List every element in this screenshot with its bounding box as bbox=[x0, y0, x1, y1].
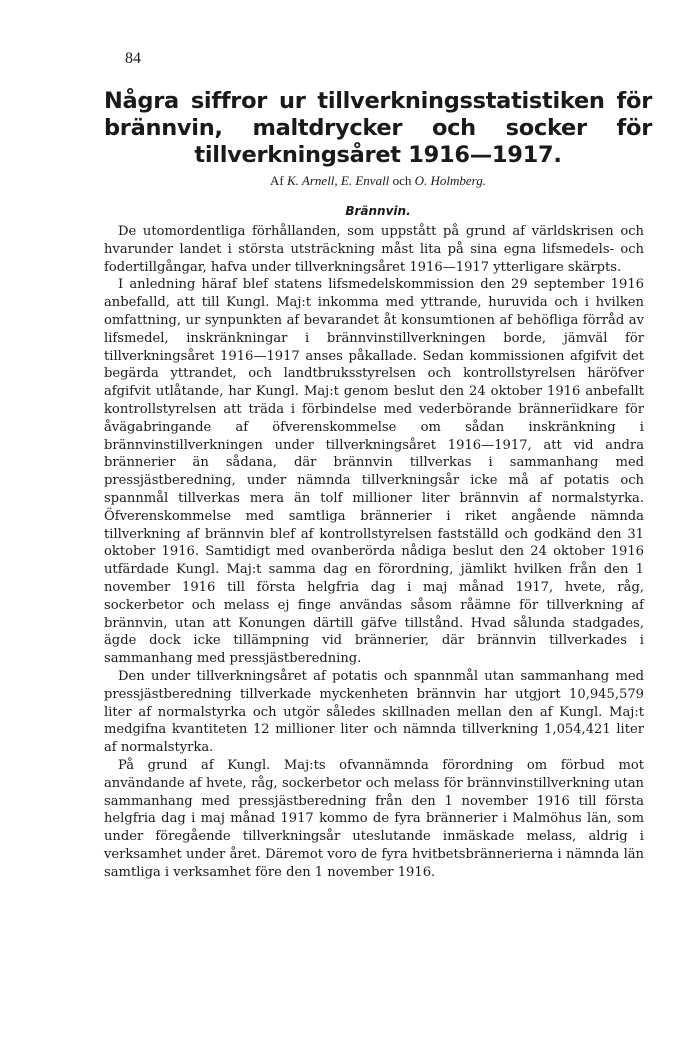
author-prefix: Af bbox=[270, 173, 284, 188]
paragraph: I anledning häraf blef statens lifsmedelskommission den 29 september 1916 anbefalld, att till Kungl. Maj:t inkomma med yttrande, huruvida och i hvilken omfattning, ur synpunkten af bevarandet åt konsumtionen af behöfliga förråd av lifsmedel, inskränkningar i brännvinstillverkningen borde, jämväl för tillverkningsåret 1916—1917 anses påkallade. Sedan kommissionen afgifvit det begärda yttrandet, och landtbruksstyrelsen och kontrollstyrelsen häröfver afgifvit utlåtande, har Kungl. Maj:t genom beslut den 24 oktober 1916 anbefallt kontrollstyrelsen att träda i förbindelse med vederbörande brännerïidkare för åvägabringande af öfverenskommelse om sådan inskränkning i brännvinstillverkningen under tillverkningsåret 1916—1917, att vid andra brännerier än sådana, där brännvin tillverkas i sammanhang med pressjästberedning, under nämnda tillverkningsår icke må af potatis och spannmål tillverkas mera än tolf millioner liter brännvin af normalstyrka. Öfverenskommelse med samtliga brännerier i riket angående nämnda tillverkning af brännvin blef af kontrollstyrelsen fastställd och godkänd den 31 oktober 1916. Samtidigt med ovanberörda nådiga beslut den 24 oktober 1916 utfärdade Kungl. Maj:t samma dag en förordning, jämlikt hvilken från den 1 november 1916 till första helgfria dag i maj månad 1917, hvete, råg, sockerbetor och melass ej finge användas såsom råämne för tillverkning af brännvin, utan att Konungen därtill gäfve tillstånd. Hvad sålunda stadgades, ägde dock icke tillämpning vid brännerier, där brännvin tillverkades i sammanhang med pressjästberedning. bbox=[104, 277, 644, 667]
author-conjunction: och bbox=[392, 173, 412, 188]
paragraph: De utomordentliga förhållanden, som uppstått på grund af världskrisen och hvarunder landet i största utsträckning måst lita på sina egna lifsmedels- och fodertillgångar, hafva under tillverkningsåret 1916—1917 ytterligare skärpts. bbox=[104, 224, 644, 275]
body-text bbox=[104, 223, 644, 881]
author-name: K. Arnell bbox=[286, 173, 335, 188]
paragraph: Den under tillverkningsåret af potatis och spannmål utan sammanhang med pressjästberedning tillverkade myckenheten brännvin har utgjort 10,945,579 liter af normalstyrka och utgör således skillnaden mellan den af Kungl. Maj:t medgifna kvantiteten 12 millioner liter och nämnda tillverkning 1,054,421 liter af normalstyrka. bbox=[104, 668, 644, 756]
paragraph: På grund af Kungl. Maj:ts ofvannämnda förordning om förbud mot användande af hvete, råg, sockerbetor och melass för brännvinstillverkning utan sammanhang med pressjästberedning från den 1 november 1916 till första helgfria dag i maj månad 1917 kommo de fyra brännerier i Malmöhus län, som under föregående tillverkningsår uteslutande inmäskade melass, aldrig i verksamhet under året. Däremot voro de fyra hvitbetsbrännerierna i nämnda län samtliga i verksamhet före den 1 november 1916. bbox=[104, 757, 644, 880]
author-name: E. Envall bbox=[340, 173, 390, 188]
section-heading: Brännvin. bbox=[345, 204, 411, 218]
author-line bbox=[104, 173, 652, 189]
article-title: Några siffror ur tillverkningsstatistiken för brännvin, maltdrycker och socker för tillverkningsåret 1916—1917. bbox=[104, 88, 652, 168]
page-number: 84 bbox=[125, 50, 141, 67]
author-name: O. Holmberg. bbox=[414, 173, 486, 188]
author-separator: , bbox=[334, 173, 341, 188]
